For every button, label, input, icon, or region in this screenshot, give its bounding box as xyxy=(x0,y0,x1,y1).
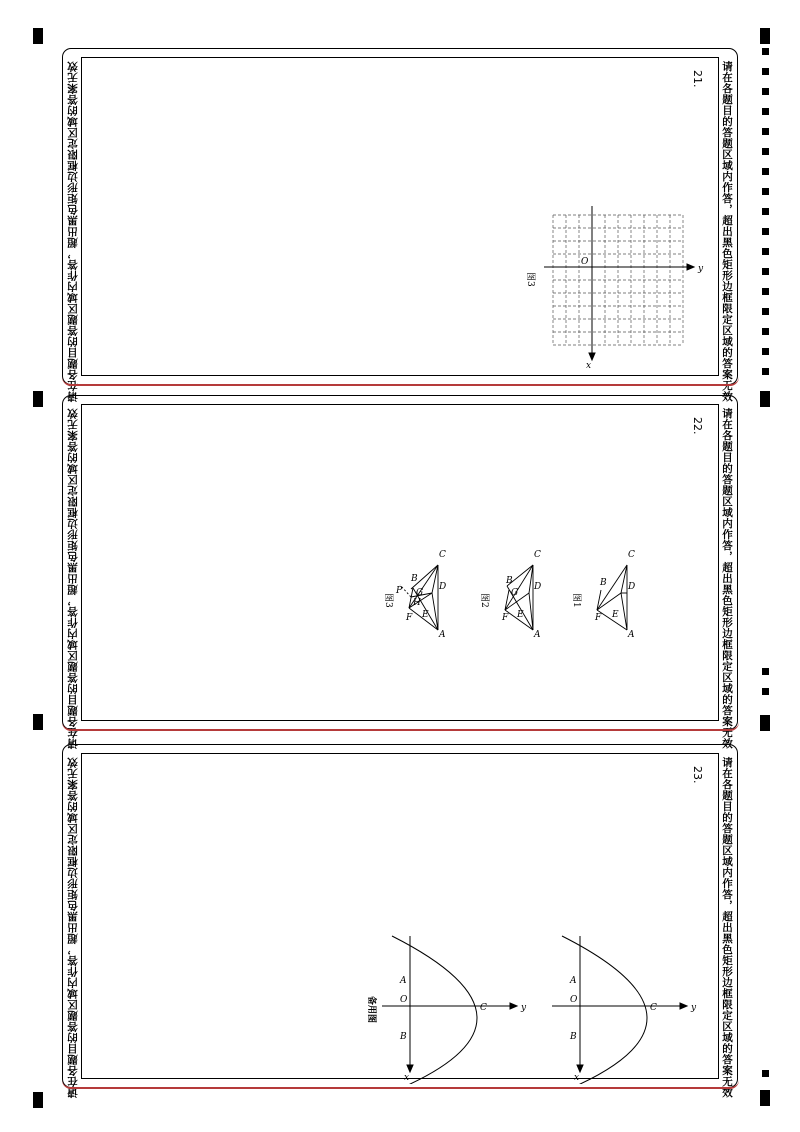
origin-label: O xyxy=(400,995,408,1005)
notice-bottom: 请在各题目的答题区域内作答，超出黑色矩形边框限定区域的答案无效 xyxy=(67,61,79,402)
answer-box-23[interactable] xyxy=(81,753,719,1083)
timing-mark xyxy=(762,148,769,155)
question-number: 21. xyxy=(691,70,704,88)
origin-label: O xyxy=(581,257,589,267)
x-axis-label: x xyxy=(586,361,592,371)
point-label: B xyxy=(400,1032,407,1042)
point-label: B xyxy=(506,576,513,586)
point-label: C xyxy=(628,550,635,560)
timing-mark xyxy=(762,348,769,355)
point-label: C xyxy=(650,1003,657,1013)
point-label: G xyxy=(511,588,519,598)
registration-mark xyxy=(33,28,43,44)
timing-mark xyxy=(762,168,769,175)
point-label: D xyxy=(439,582,447,592)
point-label: C xyxy=(439,550,446,560)
figure-triangles xyxy=(82,405,722,725)
timing-mark xyxy=(762,68,769,75)
registration-mark xyxy=(760,391,770,407)
point-label: B xyxy=(411,574,418,584)
notice-top: 请在各题目的答题区域内作答，超出黑色矩形边框限定区域的答案无效 xyxy=(721,408,733,749)
timing-mark xyxy=(762,328,769,335)
timing-mark xyxy=(762,688,769,695)
point-label: E xyxy=(517,610,524,620)
point-label: A xyxy=(439,630,446,640)
notice-top: 请在各题目的答题区域内作答，超出黑色矩形边框限定区域的答案无效 xyxy=(721,757,733,1098)
origin-label: O xyxy=(570,995,578,1005)
parabola-1 xyxy=(562,936,647,1084)
point-label: F xyxy=(595,613,602,623)
registration-mark xyxy=(33,391,43,407)
timing-mark xyxy=(762,308,769,315)
timing-mark xyxy=(762,208,769,215)
timing-mark xyxy=(762,88,769,95)
notice-bottom: 请在各题目的答题区域内作答，超出黑色矩形边框限定区域的答案无效 xyxy=(67,408,79,749)
y-axis-label: y xyxy=(698,264,704,274)
point-label: A xyxy=(400,976,407,986)
answer-panel-21 xyxy=(62,48,738,402)
answer-box-21[interactable] xyxy=(81,57,719,376)
timing-mark xyxy=(762,108,769,115)
point-label: D xyxy=(534,582,542,592)
point-label: E xyxy=(612,610,619,620)
point-label: B xyxy=(600,578,607,588)
notice-bottom: 请在各题目的答题区域内作答，超出黑色矩形边框限定区域的答案无效 xyxy=(67,757,79,1098)
parabola-2 xyxy=(392,936,477,1084)
registration-mark xyxy=(760,1090,770,1106)
answer-box-22[interactable] xyxy=(81,404,719,721)
timing-mark xyxy=(762,128,769,135)
point-label: P xyxy=(396,586,403,596)
point-label: C xyxy=(480,1003,487,1013)
point-label: F xyxy=(406,613,413,623)
answer-panel-22 xyxy=(62,395,738,749)
timing-mark xyxy=(762,228,769,235)
timing-mark xyxy=(762,48,769,55)
x-axis-label: x xyxy=(574,1073,580,1083)
y-axis-label: y xyxy=(521,1003,527,1013)
question-number: 23. xyxy=(691,766,704,784)
timing-mark xyxy=(762,288,769,295)
registration-mark xyxy=(760,28,770,44)
point-label: E xyxy=(422,610,429,620)
answer-panel-23 xyxy=(62,744,738,1098)
timing-mark xyxy=(762,368,769,375)
timing-mark xyxy=(762,188,769,195)
y-axis-label: y xyxy=(691,1003,697,1013)
timing-mark xyxy=(762,268,769,275)
point-label: A xyxy=(534,630,541,640)
point-label: A xyxy=(628,630,635,640)
figure-caption: 图3 xyxy=(525,272,535,287)
question-number: 22. xyxy=(691,417,704,435)
point-label: A xyxy=(570,976,577,986)
timing-mark xyxy=(762,668,769,675)
registration-mark xyxy=(33,714,43,730)
x-axis-label: x xyxy=(404,1073,410,1083)
point-label: B xyxy=(570,1032,577,1042)
figure-caption: 图1 xyxy=(571,593,581,608)
figure-caption: 图2 xyxy=(479,593,489,608)
point-label: F xyxy=(502,613,509,623)
figure-caption: 备用图 xyxy=(366,996,376,1024)
timing-mark xyxy=(762,1070,769,1077)
registration-mark xyxy=(33,1092,43,1108)
figure-parabolas xyxy=(82,754,722,1084)
point-label: D xyxy=(628,582,636,592)
notice-top: 请在各题目的答题区域内作答，超出黑色矩形边框限定区域的答案无效 xyxy=(721,61,733,402)
point-label: C xyxy=(534,550,541,560)
figure-coordinate-grid xyxy=(82,58,722,378)
registration-mark xyxy=(760,715,770,731)
figure-caption: 图3 xyxy=(383,593,393,608)
timing-mark xyxy=(762,248,769,255)
point-label: G xyxy=(416,588,424,598)
point-label: H xyxy=(413,598,421,608)
